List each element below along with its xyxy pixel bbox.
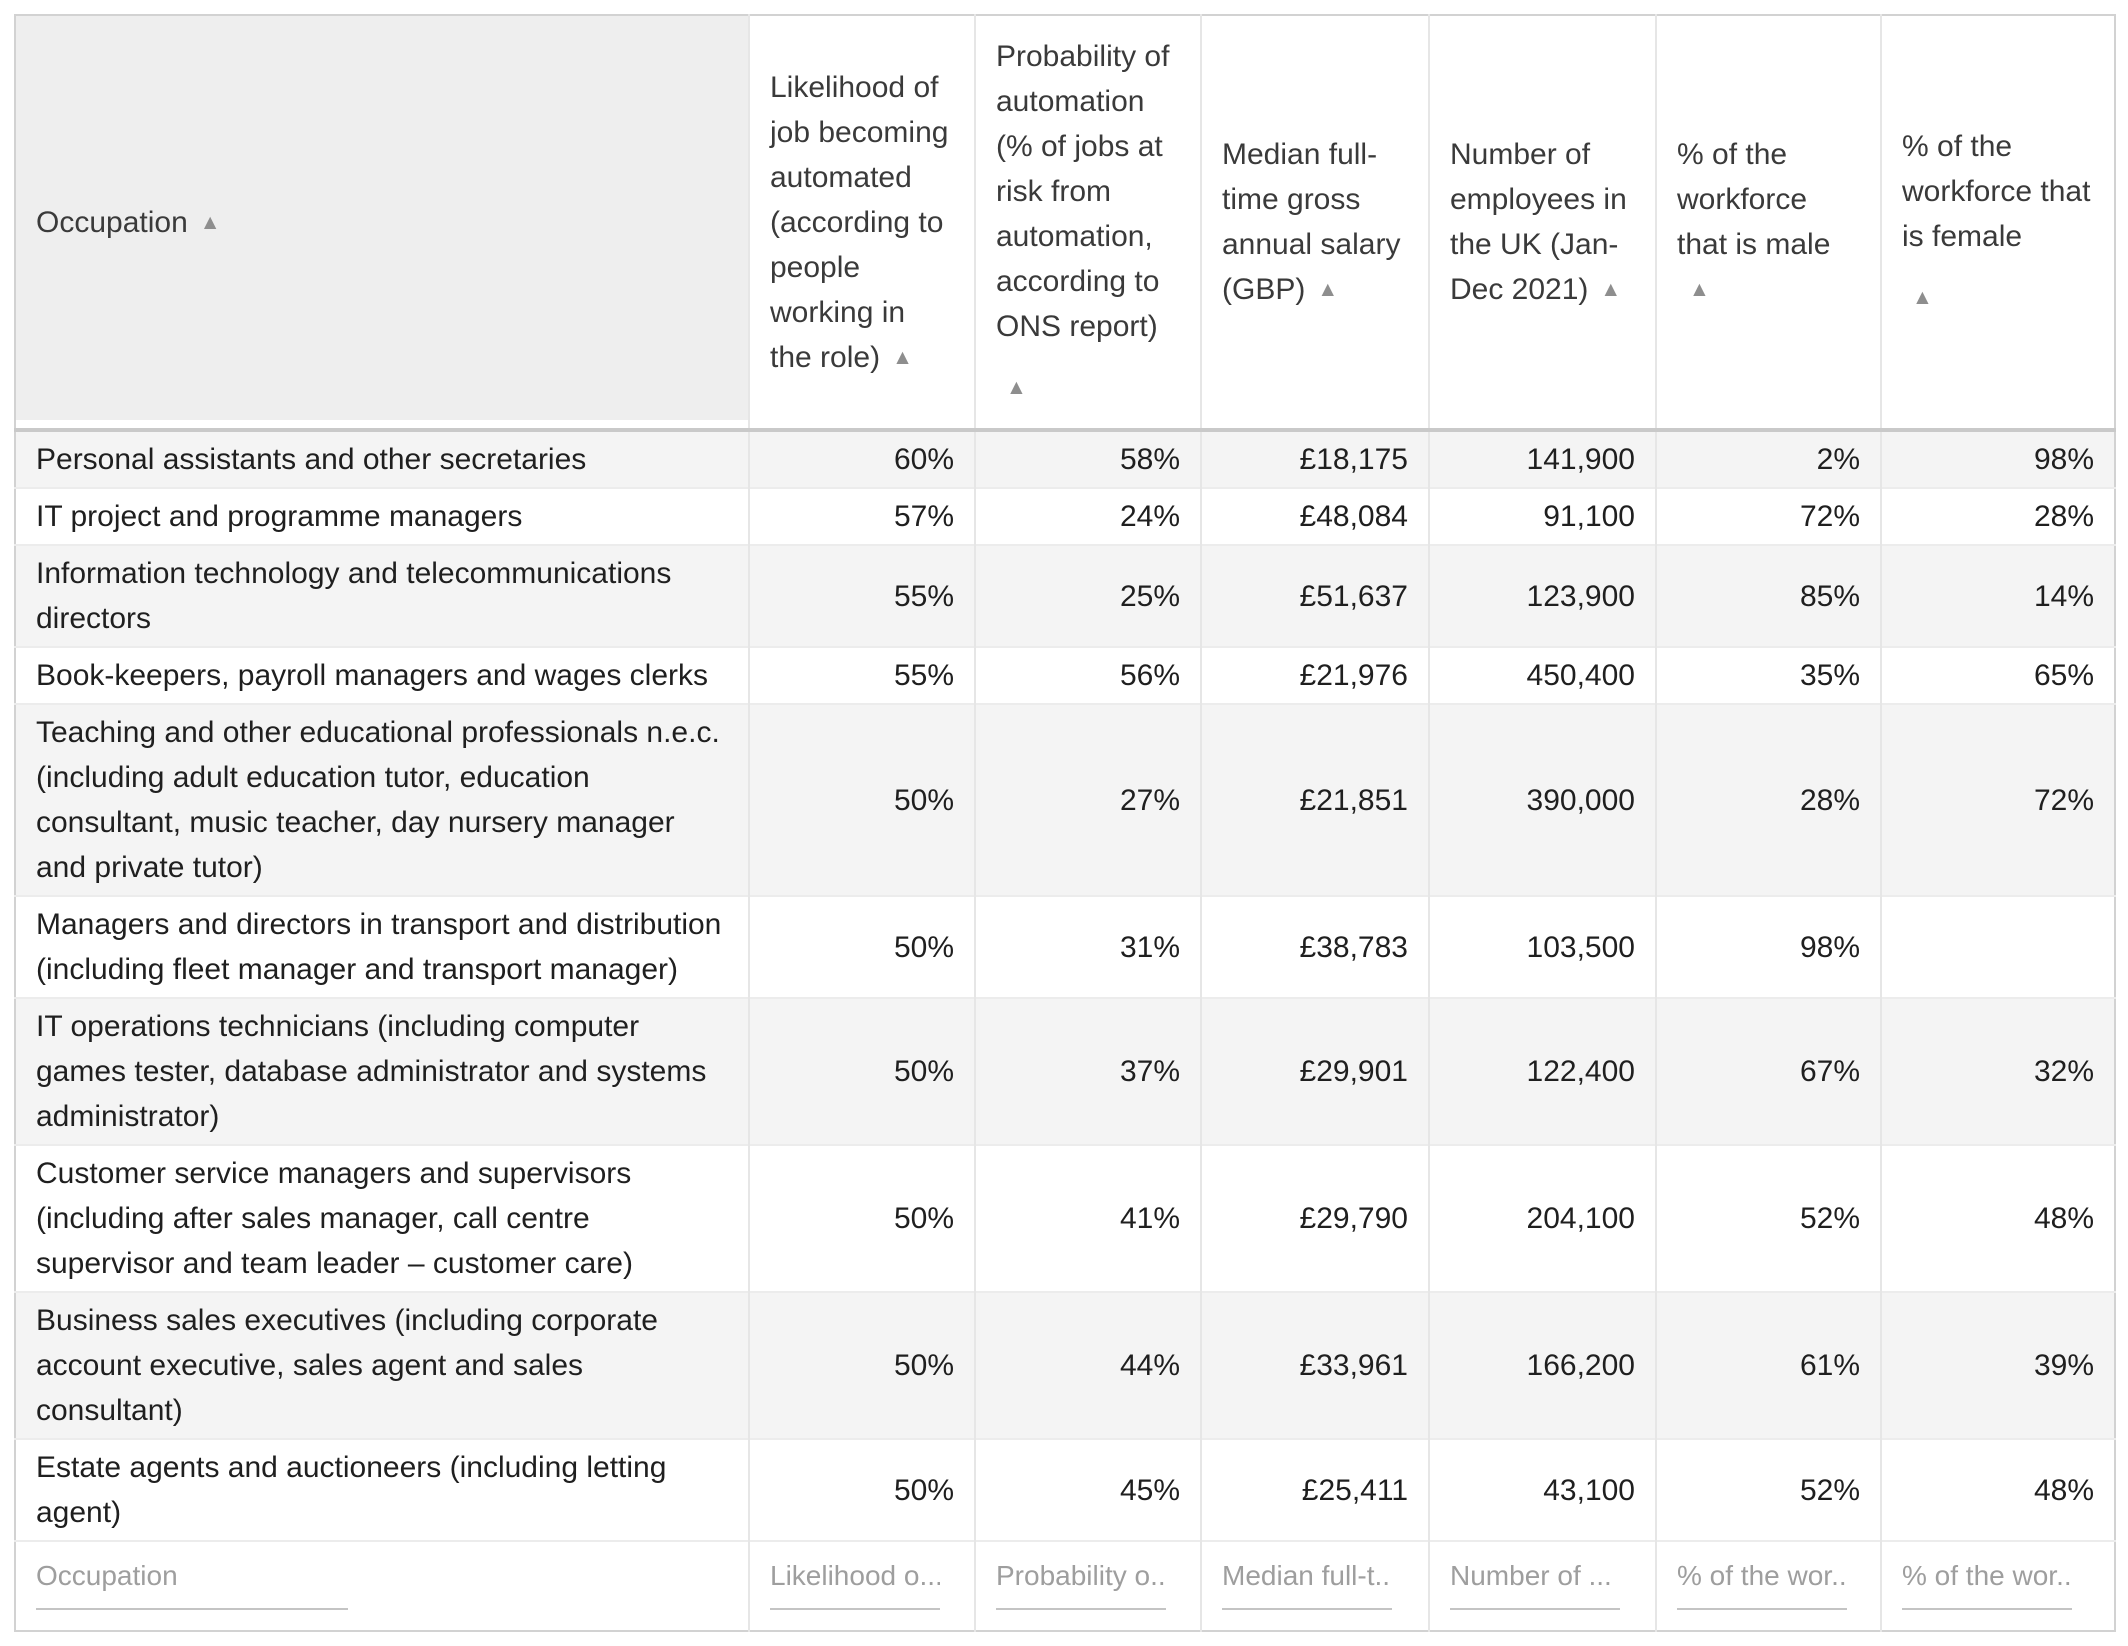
table-row <box>15 1145 2115 1292</box>
table-row <box>15 1439 2115 1541</box>
cell-likelihood: 55% <box>749 545 975 647</box>
cell-female: 32% <box>2033 1055 2094 1088</box>
cell-employees: 122,400 <box>1429 998 1656 1145</box>
cell-employees: 103,500 <box>1429 896 1656 998</box>
table-filter-row-container <box>15 1541 2115 1631</box>
cell-salary: £51,637 <box>1201 545 1429 647</box>
cell-female: 14% <box>2033 579 2094 613</box>
cell-likelihood: 50% <box>749 1145 975 1292</box>
cell-male: 61% <box>1656 1292 1881 1439</box>
cell-female: 39% <box>2033 1349 2094 1382</box>
cell-male: 28% <box>1656 704 1881 896</box>
cell-employees: 43,100 <box>1429 1439 1656 1541</box>
cell-employees: 166,200 <box>1429 1292 1656 1439</box>
sort-asc-icon: ▲ <box>1006 376 1027 399</box>
table-row <box>15 545 2115 647</box>
table-row <box>15 998 2115 1145</box>
cell-male: 52% <box>1656 1439 1881 1541</box>
cell-occupation: Managers and directors in transport and distribution (including fleet manager and transport manager) <box>15 896 749 998</box>
cell-probability: 25% <box>975 545 1201 647</box>
cell-likelihood: 50% <box>749 998 975 1145</box>
sort-asc-icon: ▲ <box>199 210 221 234</box>
cell-likelihood: 50% <box>749 896 975 998</box>
cell-female: 98% <box>2033 443 2094 476</box>
table-row <box>15 647 2115 704</box>
column-header-occupation[interactable] <box>15 15 749 430</box>
column-label: Probability of automation (% of jobs at risk from automation, according to ONS report) <box>996 40 1170 343</box>
column-label: Number of employees in the UK (Jan-Dec 2021) <box>1450 138 1627 306</box>
salary-filter-input[interactable] <box>1222 1558 1392 1610</box>
table-container <box>14 14 2114 1632</box>
cell-female: 72% <box>2033 783 2094 817</box>
male-filter-input[interactable] <box>1677 1558 1847 1610</box>
cell-employees: 390,000 <box>1429 704 1656 896</box>
occupation-filter-input[interactable] <box>36 1558 348 1610</box>
filter-cell-female <box>1881 1541 2115 1631</box>
filter-cell-male <box>1656 1541 1881 1631</box>
table-row <box>15 430 2115 488</box>
cell-occupation: Teaching and other educational professionals n.e.c. (including adult education tutor, education consultant, music teacher, day nursery manager and private tutor) <box>15 704 749 896</box>
employees-filter-input[interactable] <box>1450 1558 1620 1610</box>
cell-male: 67% <box>1656 998 1881 1145</box>
cell-employees: 91,100 <box>1429 488 1656 545</box>
cell-salary: £38,783 <box>1201 896 1429 998</box>
column-label: Occupation <box>36 205 188 239</box>
table-header <box>15 15 2115 430</box>
filter-cell-occupation <box>15 1541 749 1631</box>
cell-male: 2% <box>1656 430 1881 488</box>
cell-male: 72% <box>1656 488 1881 545</box>
cell-occupation: IT operations technicians (including computer games tester, database administrator and systems administrator) <box>15 998 749 1145</box>
occupations-automation-table <box>14 14 2116 1632</box>
cell-employees: 204,100 <box>1429 1145 1656 1292</box>
probability-filter-input[interactable] <box>996 1558 1166 1610</box>
table-row <box>15 704 2115 896</box>
cell-occupation: Information technology and telecommunications directors <box>15 545 749 647</box>
table-row <box>15 896 2115 998</box>
cell-probability: 45% <box>975 1439 1201 1541</box>
cell-probability: 37% <box>975 998 1201 1145</box>
cell-probability: 31% <box>975 896 1201 998</box>
female-filter-input[interactable] <box>1902 1558 2072 1610</box>
column-header-likelihood[interactable] <box>749 15 975 430</box>
cell-occupation: Business sales executives (including corporate account executive, sales agent and sales consultant) <box>15 1292 749 1439</box>
column-label: Likelihood of job becoming automated (according to people working in the role) <box>770 70 949 374</box>
cell-salary: £18,175 <box>1201 430 1429 488</box>
cell-occupation: IT project and programme managers <box>15 488 749 545</box>
column-label: % of the workforce that is male <box>1677 138 1831 261</box>
filter-cell-likelihood <box>749 1541 975 1631</box>
likelihood-filter-input[interactable] <box>770 1558 940 1610</box>
cell-likelihood: 55% <box>749 647 975 704</box>
cell-likelihood: 50% <box>749 1292 975 1439</box>
cell-employees: 141,900 <box>1429 430 1656 488</box>
table-body <box>15 430 2115 1541</box>
cell-male: 98% <box>1656 896 1881 998</box>
header-row <box>15 15 2115 430</box>
cell-likelihood: 50% <box>749 704 975 896</box>
cell-probability: 41% <box>975 1145 1201 1292</box>
column-header-probability[interactable] <box>975 15 1201 430</box>
cell-occupation: Estate agents and auctioneers (including letting agent) <box>15 1439 749 1541</box>
cell-employees: 450,400 <box>1429 647 1656 704</box>
cell-likelihood: 57% <box>749 488 975 545</box>
sort-asc-icon: ▲ <box>1317 278 1339 301</box>
cell-female: 28% <box>2033 500 2094 533</box>
cell-probability: 56% <box>975 647 1201 704</box>
table-row <box>15 1292 2115 1439</box>
cell-female: 65% <box>2033 659 2094 692</box>
cell-female <box>1881 896 2115 998</box>
cell-male: 35% <box>1656 647 1881 704</box>
cell-salary: £29,790 <box>1201 1145 1429 1292</box>
column-label: Median full-time gross annual salary (GBP) <box>1222 138 1401 306</box>
cell-salary: £48,084 <box>1201 488 1429 545</box>
column-header-salary[interactable] <box>1201 15 1429 430</box>
column-header-male[interactable] <box>1656 15 1881 430</box>
filter-cell-salary <box>1201 1541 1429 1631</box>
cell-probability: 24% <box>975 488 1201 545</box>
column-label: % of the workforce that is female <box>1902 130 2091 253</box>
sort-asc-icon: ▲ <box>892 345 913 369</box>
cell-salary: £29,901 <box>1201 998 1429 1145</box>
cell-employees: 123,900 <box>1429 545 1656 647</box>
filter-cell-employees <box>1429 1541 1656 1631</box>
cell-salary: £33,961 <box>1201 1292 1429 1439</box>
cell-salary: £21,851 <box>1201 704 1429 896</box>
sort-asc-icon: ▲ <box>1600 278 1622 301</box>
cell-salary: £21,976 <box>1201 647 1429 704</box>
cell-male: 52% <box>1656 1145 1881 1292</box>
cell-salary: £25,411 <box>1201 1439 1429 1541</box>
cell-female: 48% <box>2033 1202 2094 1235</box>
column-header-female[interactable] <box>1881 15 2115 430</box>
cell-probability: 58% <box>975 430 1201 488</box>
filter-cell-probability <box>975 1541 1201 1631</box>
sort-asc-icon: ▲ <box>1912 286 1933 309</box>
cell-occupation: Book-keepers, payroll managers and wages clerks <box>15 647 749 704</box>
cell-probability: 44% <box>975 1292 1201 1439</box>
cell-male: 85% <box>1656 545 1881 647</box>
cell-occupation: Customer service managers and supervisors (including after sales manager, call centre supervisor and team leader – customer care) <box>15 1145 749 1292</box>
cell-likelihood: 50% <box>749 1439 975 1541</box>
table-row <box>15 488 2115 545</box>
cell-occupation: Personal assistants and other secretaries <box>15 430 749 488</box>
cell-likelihood: 60% <box>749 430 975 488</box>
cell-female: 48% <box>2033 1473 2094 1507</box>
cell-probability: 27% <box>975 704 1201 896</box>
filter-row <box>15 1541 2115 1631</box>
sort-asc-icon: ▲ <box>1689 278 1710 301</box>
column-header-employees[interactable] <box>1429 15 1656 430</box>
